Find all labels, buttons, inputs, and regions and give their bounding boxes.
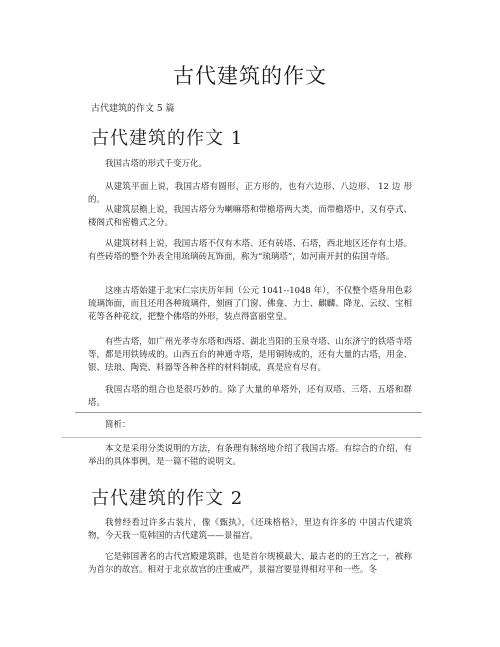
section-2-heading: 古代建筑的作文 2 [91,488,244,509]
section-1-paragraph: 从建筑平面上说，我国古塔有圆形，正方形的，也有六边形、八边形、 12 边 形的。 [88,182,412,205]
section-2-paragraph: 我曾经看过许多古装片，像《甄执》，《还珠格格》，里边有许多的 中国古代建筑物，今天我一览韩国的古代建筑——景福宫。 [88,518,412,541]
review-label: 简析： [105,420,131,430]
section-1-paragraph: 从建筑材料上说，我国古塔不仅有木塔、还有砖塔、石塔，西北地区还存有土塔。有些砖塔的整个外表全用琉璃砖瓦饰面，称为“琉璃塔”，如河南开封的佑国寺塔。 [88,239,412,262]
section-1-paragraph: 有些古塔，如广州光孝寺东塔和西塔、湖北当阳的玉泉寺塔、山东济宁的铁塔寺塔等，都是用铁铸成的。山西五台的神通寺塔，是用铜铸成的，还有大量的古塔，用金、银、珐琅、陶瓷、料器等各种各样的材料制成，真是应有尽有。 [88,337,412,373]
review-text: 本文是采用分类说明的方法，有条理有脉络地介绍了我国古塔。有综合的介绍，有举出的具体事例，是一篇不错的说明文。 [88,444,412,467]
divider-line [75,412,422,413]
section-1-paragraph: 从建筑层檐上说，我国古塔分为喇嘛塔和带檐塔两大类，而带檐塔中，又有亭式、楼阁式和密檐式之分。 [88,205,412,228]
review-divider [62,437,422,438]
section-1-paragraph: 我国古塔的形式千变万化。 [105,159,208,169]
document-subtitle: 古代建筑的作文 5 篇 [91,104,175,114]
section-1-paragraph: 我国古塔的组合也是很巧妙的。除了大量的单塔外，还有双塔、三塔、五塔和群塔。 [88,385,412,408]
section-1-paragraph: 这座古塔始建于北宋仁宗庆历年间（公元 1041--1048 年），不仅整个塔身用色彩琉璃饰面，而且还用各种琉璃件，刻画了门窗、佛龛、力士、麒麟、降龙、云纹、宝相花等各种花纹，把整个佛塔的外形，装点得富丽堂皇。 [88,286,412,322]
section-1-heading: 古代建筑的作文 1 [91,128,244,149]
document-title: 古代建筑的作文 [173,64,327,88]
section-2-paragraph: 它是韩国著名的古代宫殿建筑群，也是首尔规模最大、最古老的的王宫之一，被称为首尔的故宫。相对于北京故宫的庄重威严，景福宫要显得相对平和一些。冬 [88,552,412,575]
